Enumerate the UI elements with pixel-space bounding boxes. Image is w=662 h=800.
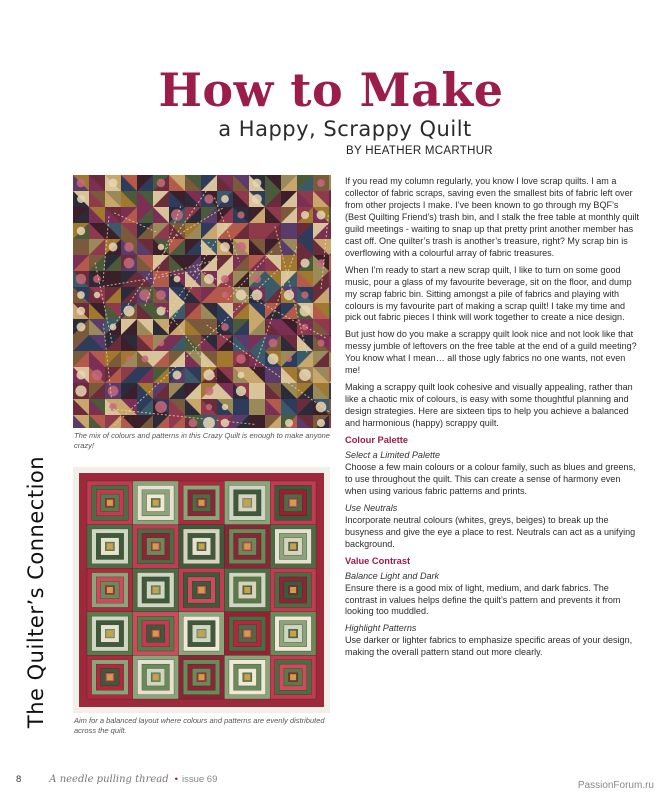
log-cabin-quilt-image (73, 467, 330, 713)
section-heading-value-contrast: Value Contrast (345, 555, 411, 566)
log-cabin-quilt-caption: Aim for a balanced layout where colours and patterns are evenly distributed across the quilt. (74, 716, 325, 735)
paragraph: But just how do you make a scrappy quilt look nice and not look like that messy jumble of leftovers on the free table at the end of a guild meeting? You know what I mean… all those ugly fabrics no one wants, not even me! (345, 329, 637, 376)
tip-body: Incorporate neutral colours (whites, greys, beiges) to break up the busyness and give the eye a place to rest. Neutrals can act as a unifying background. (345, 514, 636, 549)
paragraph: If you read my column regularly, you know I love scrap quilts. I am a collector of fabric scraps, saving even the smallest bits of fabric left over from other projects I make. I’ve been known to go through my BQF’s (Best Quilting Friend’s) trash bin, and I stalk the free table at monthly quilt guild meetings - waiting to snap up that pretty print another member has cast off. One quilter’s trash is another’s treasure, right? My scrap bin is overflowing with a colourful array of fabric treasures. (345, 176, 640, 258)
crazy-quilt-caption: The mix of colours and patterns in this Crazy Quilt is enough to make anyone crazy! (74, 431, 330, 450)
page-number: 8 (16, 774, 22, 785)
crazy-quilt-photo (73, 175, 331, 428)
author-byline: BY HEATHER MCARTHUR (346, 145, 493, 157)
magazine-name: A needle pulling thread (49, 774, 169, 785)
footer-separator: • (174, 774, 178, 785)
column-side-title-text: The Quilter’s Connection (24, 455, 48, 729)
article-title: How to Make (158, 63, 504, 117)
paragraph: When I’m ready to start a new scrap quilt, I like to turn on some good music, pour a glass of my favourite beverage, sit on the floor, and dump my scrap fabric bin. Sitting amongst a pile of fabrics and playing with colours is my favourite part of making a scrap quilt! I take my time and pick out fabric pieces I think will work together to create a nice design. (345, 264, 632, 323)
article-body (345, 176, 641, 664)
section-heading-colour-palette: Colour Palette (345, 435, 409, 446)
article-subtitle: a Happy, Scrappy Quilt (218, 117, 472, 141)
log-cabin-quilt-photo (73, 467, 330, 713)
tip-title: Select a Limited Palette (345, 450, 441, 461)
tip-item (345, 503, 641, 551)
paragraph: Making a scrappy quilt look cohesive and visually appealing, rather than like a chaotic mix of colours, is easy with some thoughtful planning and design strategies. Here are sixteen tips to help you achieve a balanced and harmonious (happy) scrappy quilt. (345, 382, 633, 429)
page-footer (16, 774, 217, 785)
tip-body: Ensure there is a good mix of light, medium, and dark fabrics. The contrast in values helps define the quilt’s pattern and prevents it from looking too muddled. (345, 582, 621, 617)
tip-item (345, 450, 641, 498)
tip-body: Use darker or lighter fabrics to emphasize specific areas of your design, making the overall pattern stand out more clearly. (345, 635, 633, 658)
tip-title: Use Neutrals (345, 502, 398, 513)
crazy-quilt-image (73, 175, 331, 428)
column-side-title (16, 432, 56, 752)
tip-body: Choose a few main colours or a colour family, such as blues and greens, to use throughout the quilt. This can create a sense of harmony even when using various fabric patterns and prints. (345, 461, 636, 496)
tip-item (345, 623, 641, 659)
tip-title: Balance Light and Dark (345, 570, 440, 581)
watermark: PassionForum.ru (577, 780, 654, 791)
tip-item (345, 571, 641, 619)
tip-title: Highlight Patterns (345, 623, 417, 634)
issue-number: issue 69 (181, 774, 218, 785)
